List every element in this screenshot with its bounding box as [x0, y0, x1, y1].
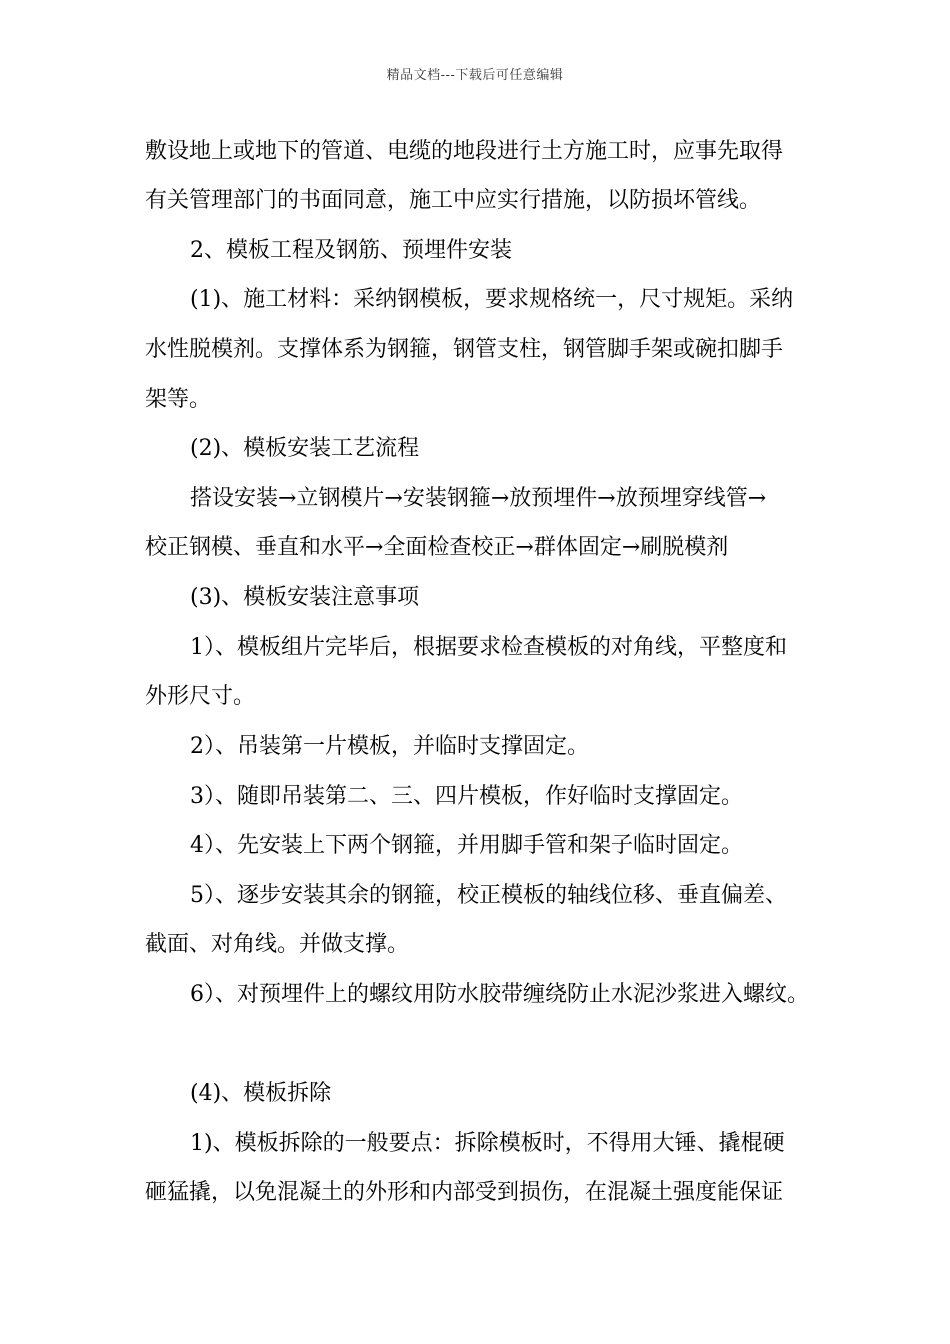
subsection-heading: (2)、模板安装工艺流程: [190, 436, 420, 461]
text-line: 截面、对角线。并做支撑。: [145, 932, 410, 957]
subsection-heading: (4)、模板拆除: [190, 1081, 332, 1106]
list-item: 1)、模板拆除的一般要点：拆除模板时，不得用大锤、撬棍硬: [190, 1131, 785, 1156]
list-item: 2）、吊装第一片模板，并临时支撑固定。: [190, 734, 589, 759]
section-heading: 2、模板工程及钢筋、预埋件安装: [190, 238, 512, 263]
subsection-heading: (1)、施工材料：采纳钢模板，要求规格统一，尺寸规矩。采纳: [190, 287, 794, 312]
list-item: 4）、先安装上下两个钢箍，并用脚手管和架子临时固定。: [190, 833, 743, 858]
list-item: 5）、逐步安装其余的钢箍，校正模板的轴线位移、垂直偏差、: [190, 883, 787, 908]
text-line: 搭设安装→立钢模片→安装钢箍→放预埋件→放预埋穿线管→: [190, 486, 767, 511]
text-line: 砸猛撬，以免混凝土的外形和内部受到损伤，在混凝土强度能保证: [145, 1180, 784, 1205]
list-item: 3）、随即吊装第二、三、四片模板，作好临时支撑固定。: [190, 784, 743, 809]
text-line: 校正钢模、垂直和水平→全面检查校正→群体固定→刷脱模剂: [145, 535, 729, 560]
subsection-heading: (3)、模板安装注意事项: [190, 585, 420, 610]
list-item: 1）、模板组片完毕后，根据要求检查模板的对角线，平整度和: [190, 635, 787, 660]
text-line: 有关管理部门的书面同意，施工中应实行措施，以防损坏管线。: [145, 188, 762, 213]
text-line: 敷设地上或地下的管道、电缆的地段进行土方施工时，应事先取得: [145, 139, 784, 164]
text-line: 水性脱模剂。支撑体系为钢箍，钢管支柱，钢管脚手架或碗扣脚手: [145, 337, 784, 362]
page-header: 精品文档---下载后可任意编辑: [386, 68, 564, 83]
text-line: 架等。: [145, 387, 212, 412]
list-item: 6）、对预埋件上的螺纹用防水胶带缠绕防止水泥沙浆进入螺纹。: [190, 982, 809, 1007]
text-line: 外形尺寸。: [145, 684, 256, 709]
